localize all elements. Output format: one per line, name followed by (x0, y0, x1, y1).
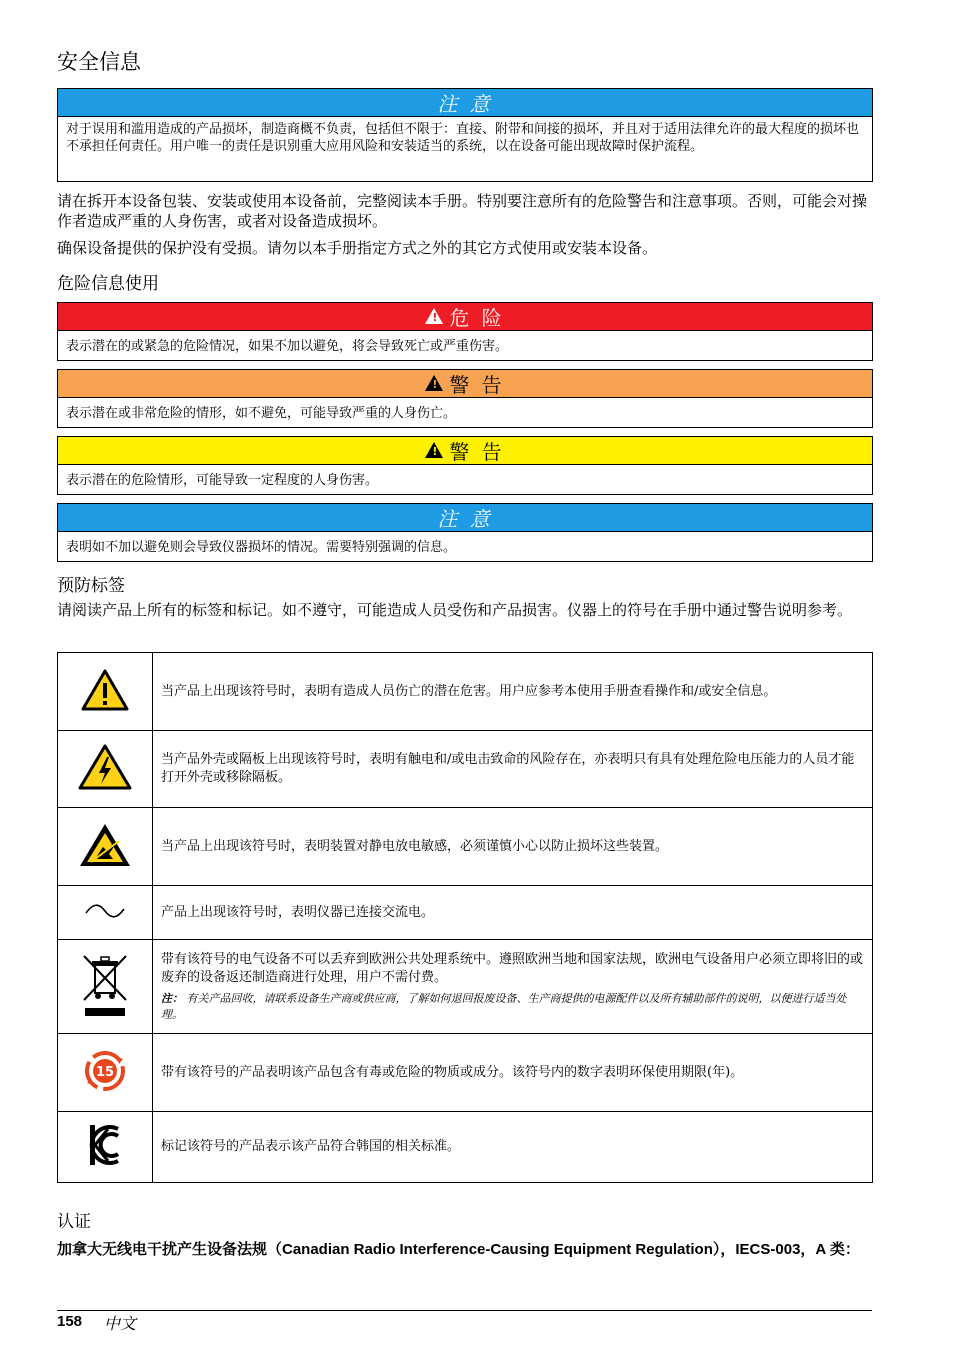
symbol-description: 当产品外壳或隔板上出现该符号时，表明有触电和/或电击致命的风险存在，亦表明只有具有处理危险电压能力的人员才能打开外壳或移除隔板。 (153, 731, 873, 808)
note-label: 注： (161, 991, 183, 1005)
symbol-description: 当产品上出现该符号时，表明有造成人员伤亡的潜在危害。用户应参考本使用手册查看操作和/或安全信息。 (153, 653, 873, 731)
table-row (58, 808, 873, 886)
alternating-current-icon (83, 903, 127, 919)
notice-box-2 (57, 503, 873, 562)
notice-header: 注 意 (58, 89, 872, 117)
protection-paragraph: 确保设备提供的保护没有受损。请勿以本手册指定方式之外的其它方式使用或安装本设备。 (57, 239, 658, 257)
page-number: 158 (57, 1313, 83, 1330)
symbol-description: 当产品上出现该符号时，表明装置对静电放电敏感，必须谨慎小心以防止损坏这些装置。 (153, 808, 873, 886)
cert-section-heading: 认证 (57, 1212, 91, 1232)
general-warning-icon (80, 668, 130, 712)
table-row (58, 1112, 873, 1183)
kc-mark-icon (88, 1123, 122, 1167)
caution-text: 表示潜在的危险情形，可能导致一定程度的人身伤害。 (66, 473, 379, 488)
symbol-description: 标记该符号的产品表示该产品符合韩国的相关标准。 (153, 1112, 873, 1183)
table-row (58, 940, 873, 1034)
notice-header-2: 注 意 (58, 504, 872, 532)
caution-label: 警 告 (449, 440, 505, 464)
hazard-section-heading: 危险信息使用 (57, 274, 159, 294)
danger-label: 危 险 (449, 306, 505, 330)
warning-triangle-icon (425, 442, 443, 458)
danger-box (57, 302, 873, 361)
esd-sensitive-icon (77, 821, 133, 869)
notice-box (57, 88, 873, 182)
weee-text: 带有该符号的电气设备不可以丢弃到欧洲公共处理系统中。遵照欧洲当地和国家法规，欧洲电气设备用户必须立即将旧的或废弃的设备返还制造商进行处理，用户不需付费。 (161, 951, 864, 985)
symbol-description (153, 940, 873, 1034)
efup-15-icon (81, 1047, 129, 1095)
table-row (58, 731, 873, 808)
notice-text: 对于误用和滥用造成的产品损坏，制造商概不负责，包括但不限于：直接、附带和间接的损坏，并且对于适用法律允许的最大程度的损坏也不承担任何责任。用户唯一的责任是识别重大应用风险和安装适当的系统，以在设备可能出现故障时保护流程。 (66, 122, 860, 154)
warning-box (57, 369, 873, 428)
warning-text: 表示潜在或非常危险的情形，如不避免，可能导致严重的人身伤亡。 (66, 406, 457, 421)
electrical-hazard-icon (77, 743, 133, 791)
warning-triangle-icon (425, 375, 443, 391)
caution-box (57, 436, 873, 495)
notice-text-2: 表明如不加以避免则会导致仪器损坏的情况。需要特别强调的信息。 (66, 540, 457, 555)
labels-section-heading: 预防标签 (57, 576, 125, 596)
weee-note (161, 991, 864, 1023)
warning-label: 警 告 (449, 373, 505, 397)
table-row (58, 653, 873, 731)
intro-paragraph: 请在拆开本设备包装、安装或使用本设备前，完整阅读本手册。特别要注意所有的危险警告和注意事项。否则，可能会对操作者造成严重的人身伤害，或者对设备造成损坏。 (57, 192, 868, 230)
regulation-heading: 加拿大无线电干扰产生设备法规（Canadian Radio Interference-Causing Equipment Regulation），IECS-003，A 类： (57, 1241, 860, 1258)
warning-triangle-icon (425, 308, 443, 324)
symbols-table (57, 652, 873, 1183)
warning-header (58, 370, 872, 398)
labels-intro: 请阅读产品上所有的标签和标记。如不遵守，可能造成人员受伤和产品损害。仪器上的符号在手册中通过警告说明参考。 (57, 601, 853, 619)
caution-header (58, 437, 872, 465)
symbol-description: 产品上出现该符号时，表明仪器已连接交流电。 (153, 886, 873, 940)
table-row (58, 1034, 873, 1112)
note-text: 有关产品回收，请联系设备生产商或供应商，了解如何退回报废设备、生产商提供的电源配件以及所有辅助部件的说明，以便进行适当处理。 (161, 991, 847, 1021)
footer-language: 中文 (104, 1314, 137, 1333)
table-row (58, 886, 873, 940)
page-title: 安全信息 (57, 50, 141, 74)
symbol-description: 带有该符号的产品表明该产品包含有毒或危险的物质或成分。该符号内的数字表明环保使用期限(年)。 (153, 1034, 873, 1112)
danger-header (58, 303, 872, 331)
footer-divider (57, 1310, 872, 1311)
danger-text: 表示潜在的或紧急的危险情况，如果不加以避免，将会导致死亡或严重伤害。 (66, 339, 509, 354)
efup-number: 15 (95, 1064, 115, 1080)
weee-crossed-bin-icon (80, 952, 130, 1018)
